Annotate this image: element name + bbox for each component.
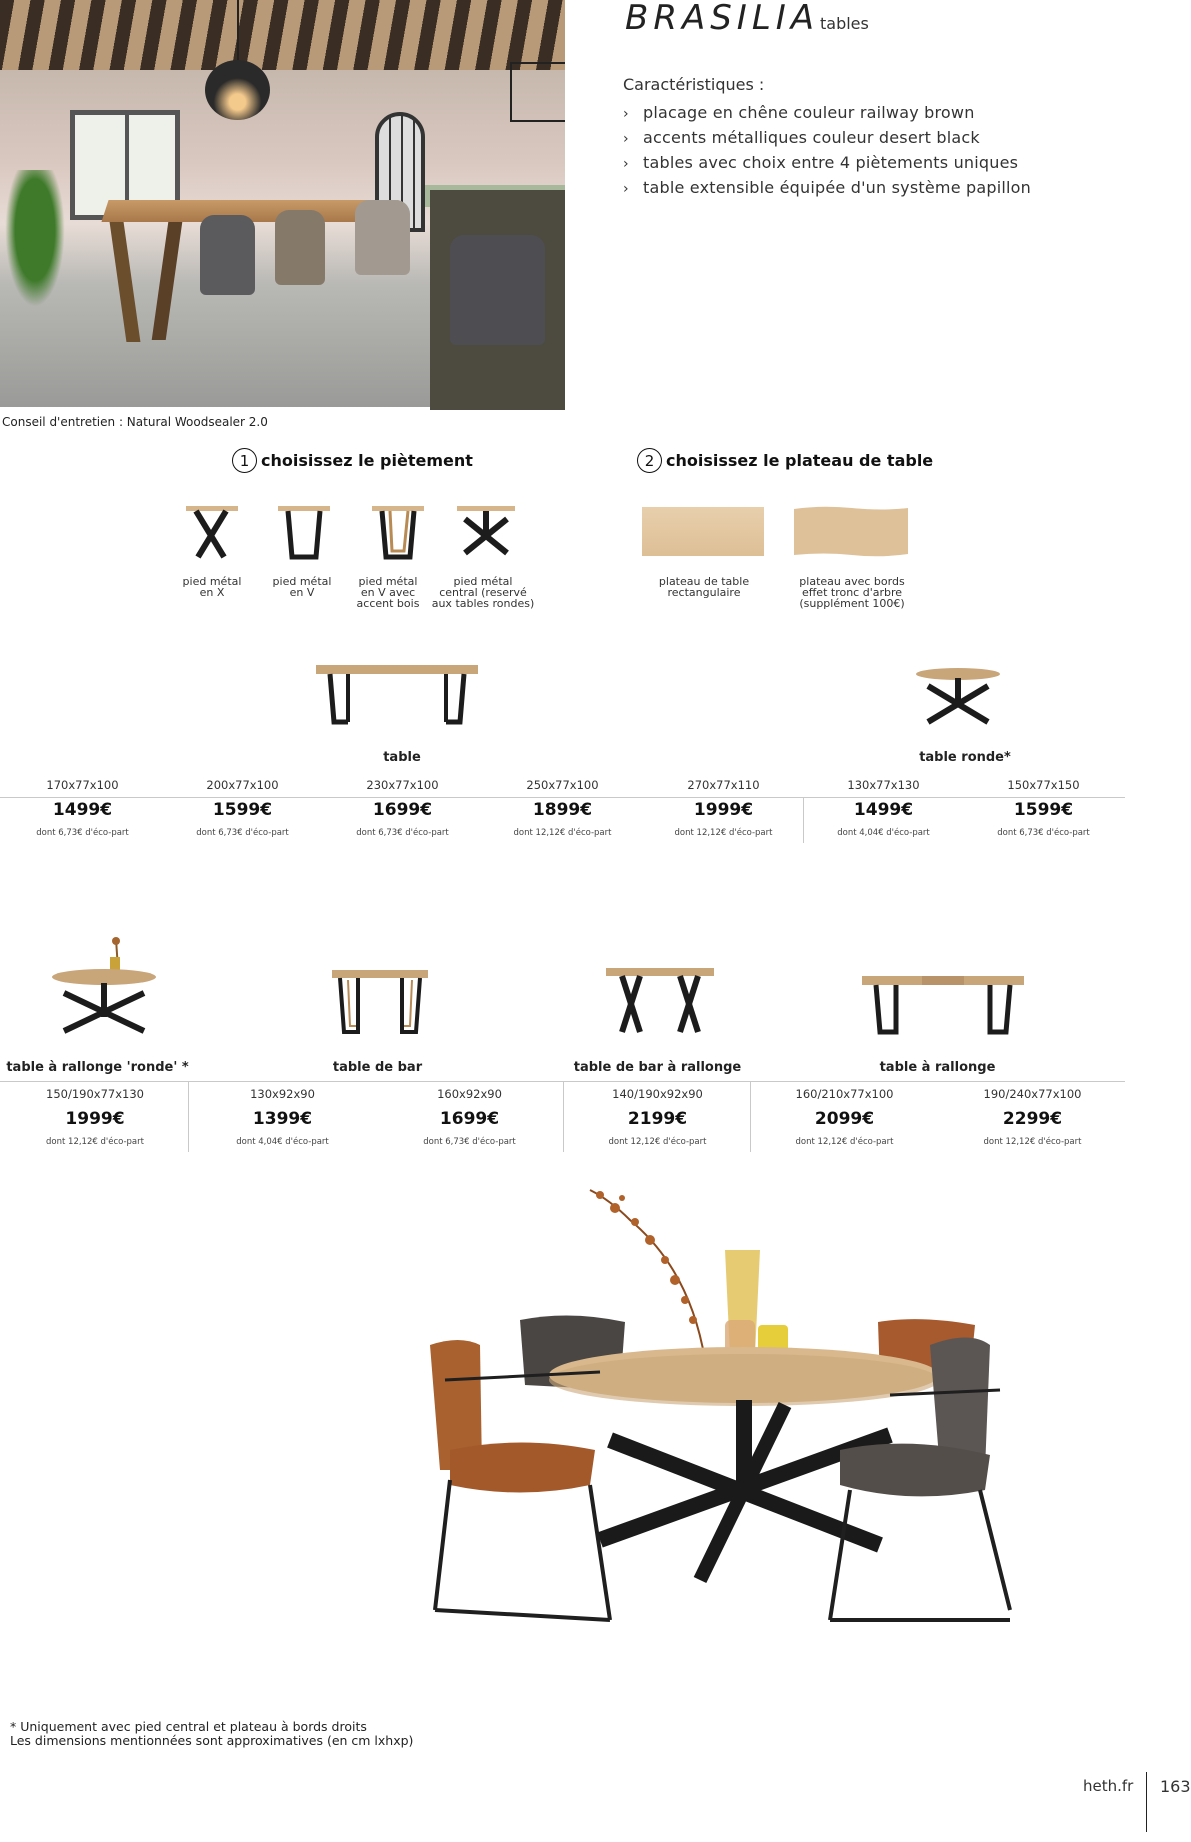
dimension: 160/210x77x100 <box>795 1087 894 1101</box>
price-cell: 230x77x100 <box>366 778 439 792</box>
eco-part: dont 6,73€ d'éco-part <box>423 1137 516 1147</box>
table-rect-image <box>314 662 480 726</box>
base-v-icon <box>276 503 332 561</box>
page-subtitle: tables <box>820 14 869 33</box>
product-photo-round-table <box>410 1150 1050 1680</box>
eco-part: dont 4,04€ d'éco-part <box>837 828 930 838</box>
eco-part: dont 12,12€ d'éco-part <box>608 1137 707 1147</box>
price-cell: 130x77x130 <box>847 778 920 792</box>
price: 1699€ <box>372 800 433 820</box>
table-round-image <box>914 666 1002 728</box>
price-cell: 170x77x100 <box>46 778 119 792</box>
base-x-label: pied métal en X <box>182 575 242 599</box>
price-cell: 150x77x150 <box>1007 778 1080 792</box>
row2-group-label: table de bar <box>332 1060 423 1075</box>
eco-part: dont 12,12€ d'éco-part <box>674 828 773 838</box>
dimension: 150/190x77x130 <box>46 1087 144 1101</box>
base-central-icon <box>455 503 517 561</box>
divider <box>750 1081 751 1152</box>
base-x-icon <box>184 503 240 561</box>
hero-photo <box>0 0 565 407</box>
feature-item: › accents métalliques couleur desert black <box>623 128 980 147</box>
footnote: * Uniquement avec pied central et plateau à bords droits Les dimensions mentionnées sont approximatives (en cm lxhxp) <box>10 1719 414 1748</box>
row2-group-label: table à rallonge 'ronde' * <box>6 1060 189 1075</box>
eco-part: dont 4,04€ d'éco-part <box>236 1137 329 1147</box>
eco-part: dont 12,12€ d'éco-part <box>513 828 612 838</box>
step2-number: 2 <box>637 448 662 473</box>
price: 1599€ <box>212 800 273 820</box>
table-round-extendable-image <box>50 935 158 1037</box>
dimension: 130x92x90 <box>250 1087 315 1101</box>
price-cell: 250x77x100 <box>526 778 599 792</box>
dimension: 190/240x77x100 <box>983 1087 1082 1101</box>
row1-group-label: table ronde* <box>919 750 1011 765</box>
table-extendable-image <box>860 974 1026 1036</box>
site-link[interactable]: heth.fr <box>1083 1777 1134 1795</box>
step2-title: 2 choisissez le plateau de table <box>637 448 933 473</box>
base-v-label: pied métal en V <box>272 575 332 599</box>
price: 1999€ <box>693 800 754 820</box>
page-number: 163 <box>1160 1777 1191 1796</box>
price: 1499€ <box>52 800 113 820</box>
feature-item: › tables avec choix entre 4 piètements uniques <box>623 153 1019 172</box>
price: 1499€ <box>853 800 914 820</box>
step1-number: 1 <box>232 448 257 473</box>
step1-title: 1 choisissez le piètement <box>232 448 473 473</box>
eco-part: dont 6,73€ d'éco-part <box>36 828 129 838</box>
price: 1899€ <box>532 800 593 820</box>
feature-item: › placage en chêne couleur railway brown <box>623 103 975 122</box>
base-central-label: pied métal central (reservé aux tables rondes) <box>431 575 535 610</box>
divider <box>0 797 1125 798</box>
price: 1399€ <box>252 1109 313 1129</box>
bar-table-image <box>330 968 430 1036</box>
eco-part: dont 12,12€ d'éco-part <box>795 1137 894 1147</box>
dimension: 160x92x90 <box>437 1087 502 1101</box>
top-rectangular-label: plateau de table rectangulaire <box>658 575 750 599</box>
row1-group-label: table <box>383 750 421 765</box>
bar-table-extendable-image <box>604 966 716 1036</box>
base-v-wood-label: pied métal en V avec accent bois <box>356 575 420 610</box>
care-note: Conseil d'entretien : Natural Woodsealer 2.0 <box>2 415 268 429</box>
features-list <box>623 100 1031 200</box>
feature-item: › table extensible équipée d'un système papillon <box>623 178 1032 197</box>
eco-part: dont 6,73€ d'éco-part <box>997 828 1090 838</box>
features-title: Caractéristiques : <box>623 75 765 94</box>
top-rectangular-swatch <box>642 507 764 556</box>
row2-group-label: table à rallonge <box>879 1060 996 1075</box>
price-cell: 270x77x110 <box>687 778 760 792</box>
footer-divider <box>1146 1772 1147 1832</box>
dimension: 140/190x92x90 <box>612 1087 703 1101</box>
divider <box>563 1081 564 1152</box>
price: 1699€ <box>439 1109 500 1129</box>
row2-group-label: table de bar à rallonge <box>573 1060 742 1075</box>
price: 1999€ <box>65 1109 125 1129</box>
top-live-edge-label: plateau avec bords effet tronc d'arbre (supplément 100€) <box>799 575 905 610</box>
price: 2099€ <box>814 1109 875 1129</box>
price-cell: 200x77x100 <box>206 778 279 792</box>
eco-part: dont 12,12€ d'éco-part <box>983 1137 1082 1147</box>
eco-part: dont 6,73€ d'éco-part <box>356 828 449 838</box>
eco-part: dont 12,12€ d'éco-part <box>46 1137 144 1147</box>
eco-part: dont 6,73€ d'éco-part <box>196 828 289 838</box>
base-v-wood-icon <box>370 503 426 561</box>
top-live-edge-swatch <box>792 505 910 558</box>
price: 2199€ <box>627 1109 688 1129</box>
price: 2299€ <box>1002 1109 1063 1129</box>
price: 1599€ <box>1013 800 1074 820</box>
page-title: BRASILIA <box>625 0 820 38</box>
